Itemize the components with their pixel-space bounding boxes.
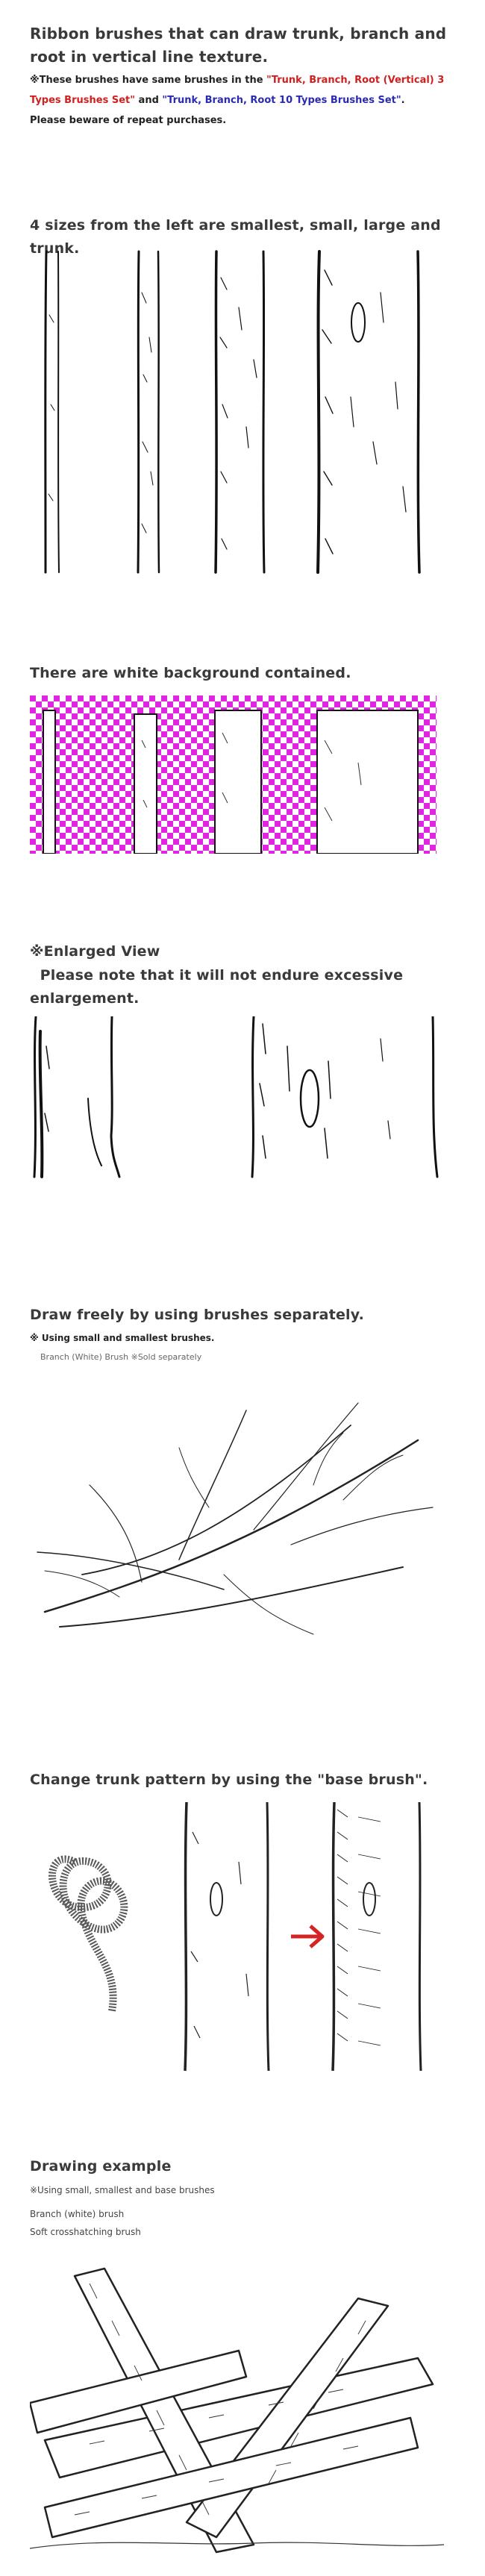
white-bg-heading: There are white background contained. bbox=[30, 665, 351, 681]
example-line1: Branch (white) brush bbox=[30, 2209, 125, 2219]
right-arrow-icon bbox=[291, 1926, 322, 1947]
sizes-heading: 4 sizes from the left are smallest, small, large and trunk. bbox=[30, 217, 441, 257]
enlarged-view-image bbox=[30, 1016, 451, 1181]
note-and: and bbox=[135, 95, 163, 106]
page-title: Ribbon brushes that can draw trunk, branch and root in vertical line texture. bbox=[30, 25, 447, 66]
woodpile-drawing-image bbox=[30, 2254, 444, 2556]
example-line2: Soft crosshatching brush bbox=[30, 2227, 141, 2237]
draw-freely-caption: Branch (White) Brush ※Sold separately bbox=[40, 1352, 202, 1362]
enlarged-heading-line1: ※Enlarged View bbox=[30, 943, 160, 960]
draw-freely-note: ※ Using small and smallest brushes. bbox=[30, 1333, 215, 1343]
example-note: ※Using small, smallest and base brushes bbox=[30, 2185, 215, 2195]
trunk-size-trunk bbox=[318, 251, 419, 572]
repeat-purchase-note bbox=[30, 70, 463, 110]
trunk-after bbox=[333, 1802, 421, 2071]
example-heading: Drawing example bbox=[30, 2158, 172, 2175]
draw-freely-heading: Draw freely by using brushes separately. bbox=[30, 1307, 365, 1323]
smallest-trunk bbox=[46, 251, 59, 572]
large-white-strip bbox=[215, 710, 261, 854]
branch-drawing-image bbox=[30, 1395, 448, 1642]
base-brush-comparison-image bbox=[30, 1802, 448, 2078]
trunk-white-strip bbox=[317, 710, 418, 854]
four-size-brush-image bbox=[30, 248, 455, 576]
base-brush-heading: Change trunk pattern by using the "base brush". bbox=[30, 1772, 428, 1788]
small-white-strip bbox=[134, 714, 157, 854]
set-link-10-types[interactable]: "Trunk, Branch, Root 10 Types Brushes Set" bbox=[162, 95, 401, 106]
set-link-3-types[interactable]: "Trunk, Branch, Root (Vertical) 3 Types Brushes Set" bbox=[30, 75, 445, 106]
beware-text: Please beware of repeat purchases. bbox=[30, 115, 227, 126]
smallest-white-strip bbox=[43, 710, 55, 854]
trunk-before bbox=[185, 1802, 269, 2071]
enlarged-heading-line2: Please note that it will not endure excessive enlargement. bbox=[30, 967, 404, 1007]
small-trunk bbox=[138, 251, 159, 572]
large-trunk bbox=[216, 251, 264, 572]
base-brush-coil-sample bbox=[52, 1859, 124, 2011]
note-period: . bbox=[401, 95, 405, 106]
white-background-checker-image bbox=[30, 695, 436, 854]
note-prefix: ※These brushes have same brushes in the bbox=[30, 75, 267, 86]
